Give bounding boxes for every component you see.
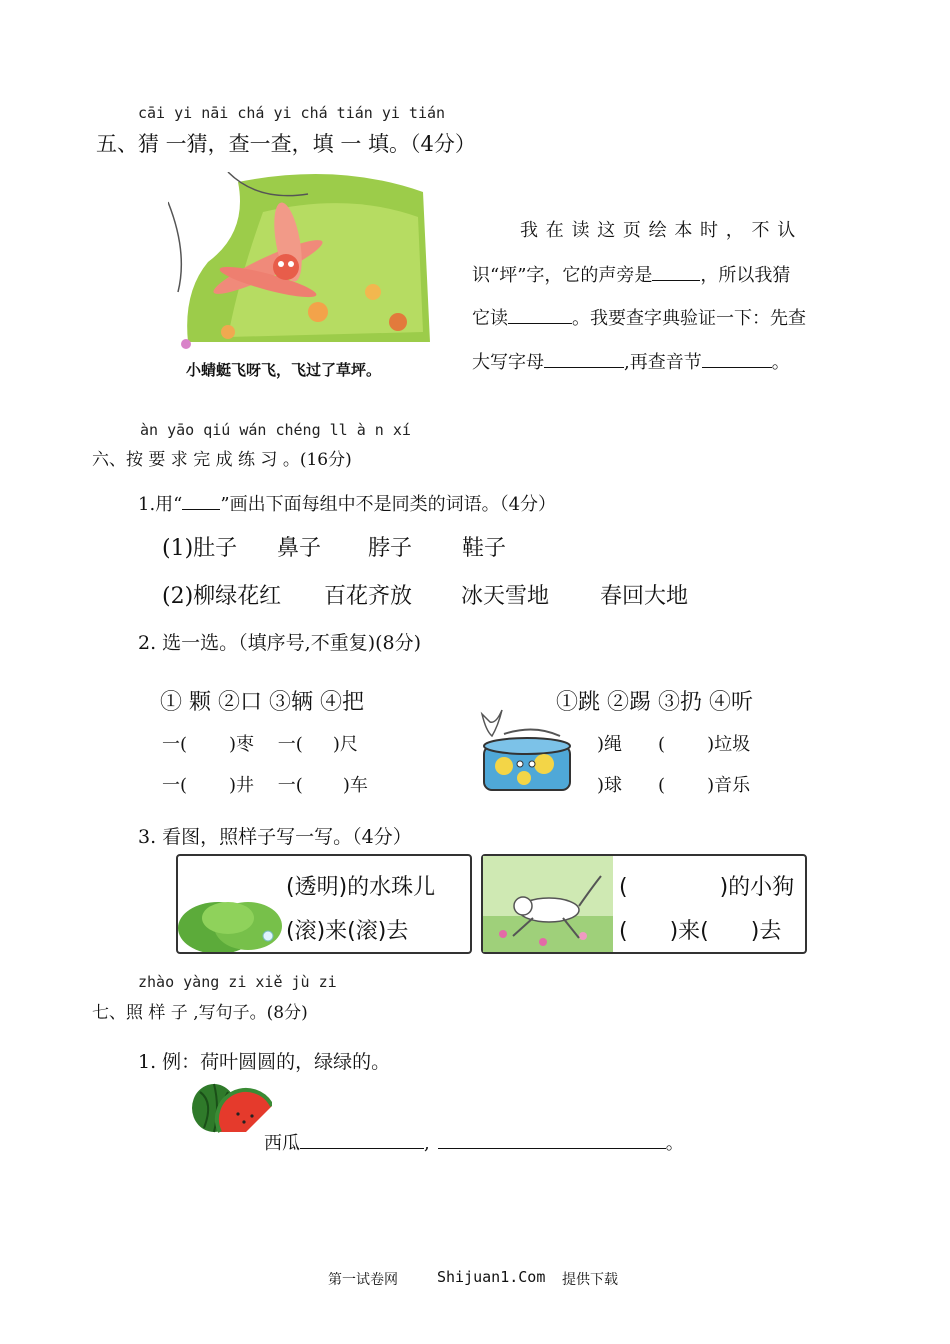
q2-left-row2: [162, 771, 368, 797]
q1-row1-item-1[interactable]: (1)肚子: [162, 536, 238, 561]
basket-illustration: [474, 706, 578, 798]
q2-l-r1-c: 一(: [277, 734, 303, 755]
q7-blank-1[interactable]: [300, 1147, 424, 1149]
q3-box2-line1: [619, 870, 794, 901]
footer-left: 第一试卷网: [328, 1272, 398, 1288]
q3-title: 3. 看图，照样子写一写。（4分）: [138, 826, 412, 848]
section5-title: 五、猜 一猜，查一查，填 一 填。（4分）: [96, 132, 476, 156]
q2-left-options: ① 颗 ②口 ③辆 ④把: [160, 690, 364, 715]
q7-example: 1. 例：荷叶圆圆的，绿绿的。: [138, 1051, 391, 1073]
dragonfly-illustration: [168, 172, 436, 384]
section6-title: 六、按 要 求 完 成 练 习 。(16分): [92, 450, 352, 470]
q7-answer-line: [264, 1129, 684, 1155]
dog-illustration: [483, 856, 613, 952]
q1-underline-sample: [182, 508, 220, 510]
q7-comma: ,: [424, 1133, 430, 1154]
q2-l-r2-d: )车: [342, 775, 368, 796]
section7-title: 七、照 样 子 ,写句子。(8分): [92, 1003, 308, 1023]
q1-title-a: 1.用“: [138, 494, 183, 515]
para-line-1: 我 在 读 这 页 绘 本 时 ， 不 认: [520, 220, 797, 241]
q1-row1-item-2[interactable]: 鼻子: [277, 536, 322, 561]
q1-title-b: ”画出下面每组中不是同类的词语。（4分）: [220, 494, 557, 515]
q1-row2-item-1[interactable]: (2)柳绿花红: [162, 584, 282, 609]
q3-example-box: [176, 854, 472, 954]
para-line-4b: ,再查音节: [624, 352, 702, 373]
q2-l-r2-c: 一(: [277, 775, 303, 796]
q2-l-r2-b: )井: [229, 775, 255, 796]
q2-r-r1-b: (: [658, 734, 666, 755]
q2-r-r1-a: )绳: [597, 734, 623, 755]
image-caption: 小蜻蜓飞呀飞，飞过了草坪。: [186, 361, 382, 379]
q2-left-row1: [162, 730, 358, 756]
para-line-2a: 识“坪”字，它的声旁是: [472, 265, 653, 286]
q2-r-r2-b: (: [658, 775, 666, 796]
q3-b2-l1-a: (: [619, 875, 628, 900]
q1-row2-item-3[interactable]: 冰天雪地: [461, 584, 550, 609]
q3-b2-l2-c: )去: [750, 919, 782, 944]
q2-title: 2. 选一选。（填序号,不重复)(8分): [138, 632, 422, 654]
q2-r-r2-c: )音乐: [707, 775, 751, 796]
watermelon-illustration: [190, 1072, 272, 1136]
para-line-3: [472, 304, 806, 330]
q3-box1-line2: (滚)来(滚)去: [286, 919, 409, 944]
section5-pinyin: cāi yi nāi chá yi chá tián yi tián: [138, 104, 446, 122]
q2-r-r2-a: )球: [597, 775, 623, 796]
para-line-4a: 大写字母: [472, 352, 544, 373]
section6-pinyin: àn yāo qiú wán chéng ll à n xí: [140, 421, 411, 439]
blank-capital-letter[interactable]: [544, 366, 624, 368]
q2-l-r2-a: 一(: [162, 775, 188, 796]
q7-end: 。: [665, 1133, 684, 1154]
para-line-4c: 。: [771, 352, 790, 373]
q3-b2-l2-b: )来(: [669, 919, 709, 944]
q2-l-r1-b: )枣: [229, 734, 255, 755]
q3-b2-l2-a: (: [619, 919, 628, 944]
q7-blank-2[interactable]: [438, 1147, 666, 1149]
q3-b2-l1-b: )的小狗: [719, 875, 795, 900]
q2-l-r1-a: 一(: [162, 734, 188, 755]
lotus-leaf-illustration: [178, 856, 290, 952]
para-line-2: [472, 261, 790, 287]
q2-l-r1-d: )尺: [332, 734, 358, 755]
footer-right: 提供下载: [562, 1272, 618, 1288]
para-line-2b: ，所以我猜: [700, 265, 791, 286]
q2-right-row2: [597, 771, 750, 797]
q1-row1-item-3[interactable]: 脖子: [368, 536, 413, 561]
blank-phonetic-part[interactable]: [652, 279, 700, 281]
q2-r-r1-c: )垃圾: [707, 734, 751, 755]
para-line-4: [472, 348, 790, 374]
q3-dog-box: [481, 854, 807, 954]
blank-guess-reading[interactable]: [508, 322, 572, 324]
q3-box2-line2: [619, 914, 781, 945]
q2-right-options: ①跳 ②踢 ③扔 ④听: [556, 690, 753, 715]
q1-row1-item-4[interactable]: 鞋子: [462, 536, 507, 561]
blank-syllable[interactable]: [702, 366, 772, 368]
q7-prefix: 西瓜: [264, 1133, 300, 1154]
q1-row2-item-4[interactable]: 春回大地: [600, 584, 689, 609]
section7-pinyin: zhào yàng zi xiě jù zi: [138, 973, 337, 991]
q2-right-row1: [597, 730, 750, 756]
footer-middle[interactable]: Shijuan1.Com: [437, 1268, 546, 1286]
para-line-3b: 。我要查字典验证一下：先查: [572, 308, 806, 329]
para-line-3a: 它读: [472, 308, 508, 329]
q1-row2-item-2[interactable]: 百花齐放: [324, 584, 413, 609]
q3-box1-line1: (透明)的水珠儿: [286, 875, 436, 900]
q1-title: [138, 490, 556, 516]
